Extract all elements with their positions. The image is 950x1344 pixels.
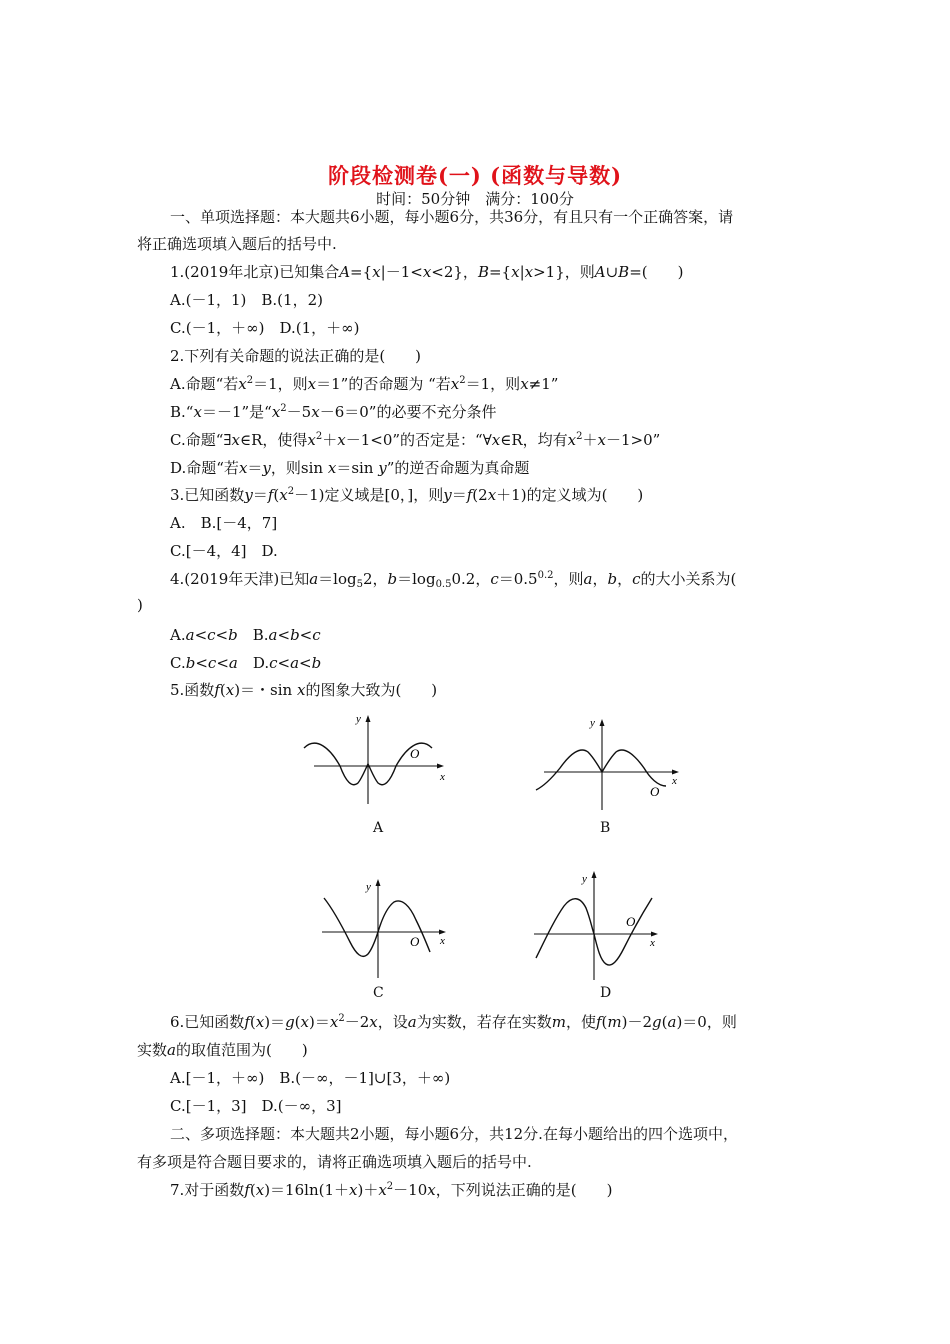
- q2-option-a: A.命题“若$x^2=1$，则x＝1”的否命题为 “若$x^2=1$，则x≠1”: [170, 375, 559, 393]
- section1-intro-line1: 一、单项选择题：本大题共6小题，每小题6分，共36分，有且只有一个正确答案，请: [170, 208, 734, 226]
- x-axis-arrow-icon: [439, 930, 446, 935]
- q2-stem: 2.下列有关命题的说法正确的是( ): [170, 347, 422, 365]
- q3-options-ab: A. B.[－4，7]: [170, 514, 278, 532]
- graph-c: [318, 872, 458, 982]
- x-axis-arrow-icon: [672, 770, 679, 775]
- q2-option-d: D.命题“若x＝y，则sin x＝sin y”的逆否命题为真命题: [170, 459, 530, 477]
- x-axis-label: x: [440, 771, 445, 783]
- q5-stem: 5.函数f(x)＝・sin x的图象大致为( ): [170, 681, 438, 699]
- y-axis-arrow-icon: [366, 715, 371, 722]
- section2-intro-line2: 有多项是符合题目要求的，请将正确选项填入题后的括号中.: [137, 1153, 532, 1171]
- y-axis-label: y: [590, 717, 595, 729]
- origin-label: O: [410, 934, 420, 949]
- y-axis-label: y: [356, 713, 361, 725]
- q2-option-b: B.“x＝－1”是“$x^2-5x-6=0$”的必要不充分条件: [170, 403, 497, 421]
- q6-stem: 6.已知函数$f(x)=g(x)=x^2-2x$，设a为实数，若存在实数m，使f(m)－2g(a)＝0，则: [170, 1013, 737, 1031]
- exam-title: 阶段检测卷(一) (函数与导数): [327, 163, 623, 188]
- q1-options-ab: A.(－1，1) B.(1，2): [170, 291, 323, 309]
- curve: [536, 750, 666, 790]
- y-axis-arrow-icon: [592, 871, 597, 878]
- x-axis-arrow-icon: [651, 932, 658, 937]
- exam-subtitle: 时间：50分钟 满分：100分: [376, 190, 574, 208]
- q4-stem-continued: ): [137, 596, 143, 614]
- origin-label: O: [626, 914, 636, 929]
- graph-b-caption: B: [600, 820, 611, 836]
- graph-a-caption: A: [373, 820, 384, 836]
- q4-options-ab: A.a<c<b B.a<b<c: [170, 626, 321, 644]
- q2-option-c: C.命题“∃x∈R，使得$x^2+x-1<0$”的否定是：“∀x∈R，均有$x^2+x-1>0$”: [170, 431, 661, 449]
- q1-stem: 1.(2019年北京)已知集合A={x|－1<x<2}，B={x|x>1}，则A∪B=( ): [170, 263, 684, 281]
- y-axis-arrow-icon: [376, 879, 381, 886]
- section1-intro-line2: 将正确选项填入题后的括号中.: [137, 235, 337, 253]
- q6-options-cd: C.[－1，3] D.(－∞，3]: [170, 1097, 342, 1115]
- q7-stem: 7.对于函数$f(x)=16\ln(1+x)+x^2-10x$，下列说法正确的是( ): [170, 1181, 613, 1199]
- origin-label: O: [650, 784, 660, 799]
- q4-stem: 4.(2019年天津)已知$a=\log_52$，$b=\log_{0.5}0.2$，$c=0.5^{0.2}$，则a，b，c的大小关系为(: [170, 570, 737, 590]
- q3-stem: 3.已知函数$y=f(x^2-1)$定义域是[0，]，则y＝f(2x＋1)的定义域为( ): [170, 486, 644, 504]
- origin-label: O: [410, 746, 420, 761]
- y-axis-label: y: [366, 881, 371, 893]
- q6-options-ab: A.[－1，＋∞) B.(－∞，－1]∪[3，＋∞): [170, 1069, 451, 1087]
- graph-d-caption: D: [600, 985, 612, 1001]
- q1-options-cd: C.(－1，＋∞) D.(1，＋∞): [170, 319, 360, 337]
- q6-stem-continued: 实数a的取值范围为( ): [137, 1041, 308, 1059]
- x-axis-label: x: [650, 937, 655, 949]
- q4-options-cd: C.b<c<a D.c<a<b: [170, 654, 322, 672]
- y-axis-label: y: [582, 873, 587, 885]
- graph-b: [530, 712, 690, 812]
- y-axis-arrow-icon: [600, 719, 605, 726]
- x-axis-arrow-icon: [437, 764, 444, 769]
- x-axis-label: x: [440, 935, 445, 947]
- q3-options-cd: C.[－4，4] D.: [170, 542, 278, 560]
- graph-a: [300, 708, 460, 808]
- graph-d: [530, 862, 670, 982]
- section2-intro-line1: 二、多项选择题：本大题共2小题，每小题6分，共12分.在每小题给出的四个选项中，: [170, 1125, 738, 1143]
- x-axis-label: x: [672, 775, 677, 787]
- graph-c-caption: C: [373, 985, 384, 1001]
